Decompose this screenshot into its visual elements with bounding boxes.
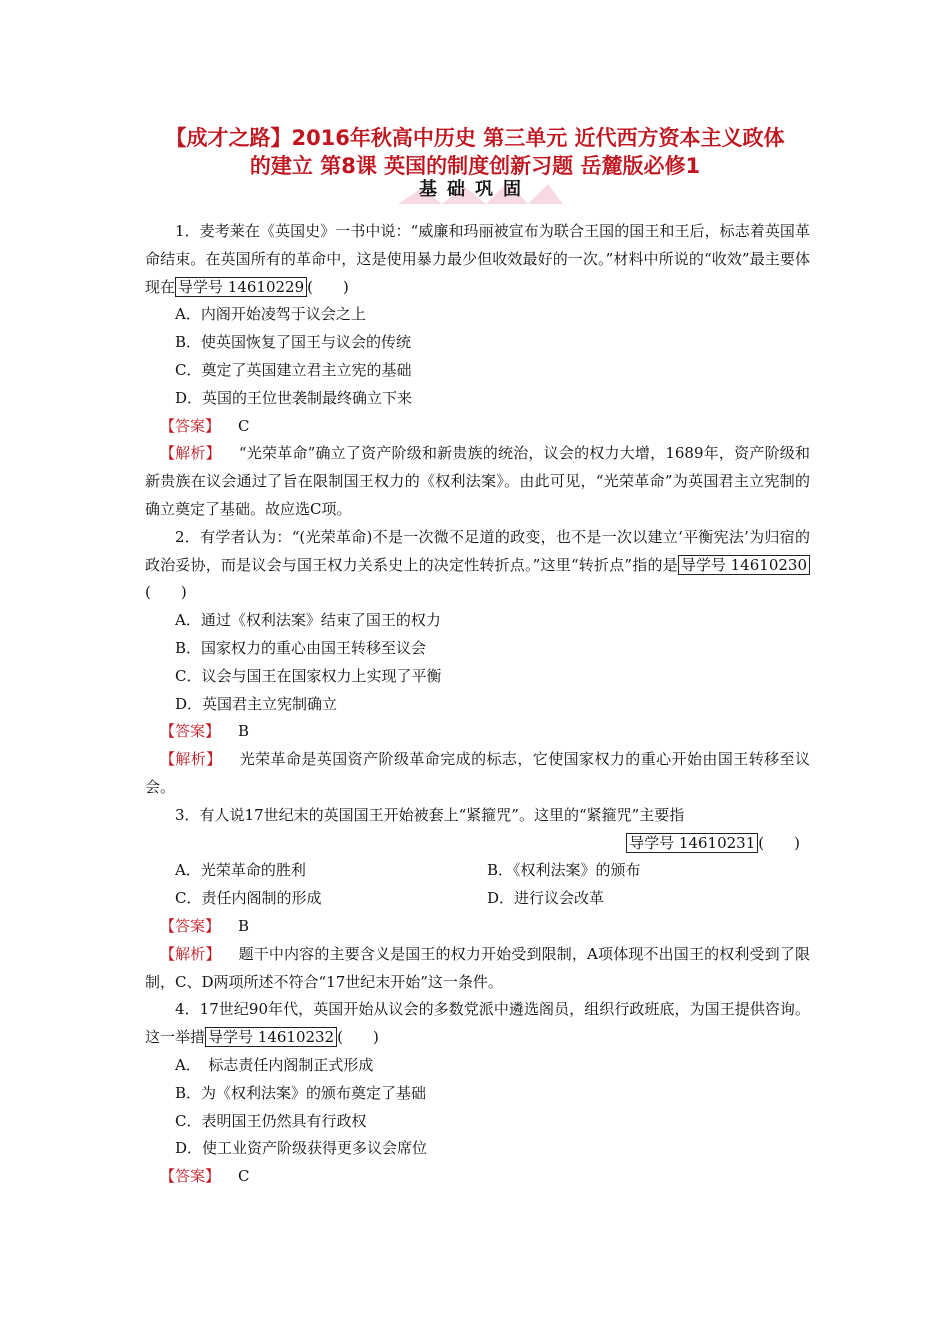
title-line-1: 【成才之路】2016年秋高中历史 第三单元 近代西方资本主义政体 bbox=[165, 126, 785, 150]
question-3-options-row-2 bbox=[145, 885, 810, 913]
analysis-label: 【解析】 bbox=[160, 750, 222, 769]
analysis-text: 光荣革命是英国资产阶级革命完成的标志，它使国家权力的重心开始由国王转移至议会。 bbox=[145, 750, 810, 796]
answer-label: 【答案】 bbox=[160, 722, 221, 741]
analysis-label: 【解析】 bbox=[160, 944, 221, 963]
question-4-option-d: D．使工业资产阶级获得更多议会席位 bbox=[175, 1139, 428, 1158]
question-3-guide-number: 导学号 14610231 bbox=[626, 833, 758, 853]
answer-value: C bbox=[238, 1167, 250, 1186]
answer-paren: ( ) bbox=[337, 1028, 379, 1047]
document-title bbox=[150, 124, 800, 180]
question-4-text: 4．17世纪90年代，英国开始从议会的多数党派中遴选阁员，组织行政班底，为国王提供咨询。这一举措 bbox=[145, 1000, 810, 1047]
question-4-guide-number: 导学号 14610232 bbox=[205, 1027, 337, 1047]
question-1-text: 1．麦考莱在《英国史》一书中说：“威廉和玛丽被宣布为联合王国的国王和王后，标志着英国革命结束。在英国所有的革命中，这是使用暴力最少但收效最好的一次。”材料中所说的“收效”最主要体现在 bbox=[145, 222, 810, 296]
question-1-option-b: B．使英国恢复了国王与议会的传统 bbox=[175, 333, 412, 352]
question-2-guide-number: 导学号 14610230 bbox=[678, 555, 810, 575]
analysis-label: 【解析】 bbox=[160, 444, 221, 463]
question-2-stem bbox=[145, 524, 810, 607]
answer-label: 【答案】 bbox=[160, 1167, 221, 1186]
answer-paren: ( ) bbox=[145, 583, 187, 602]
question-2-text: 2．有学者认为：“(光荣革命)不是一次微不足道的政变，也不是一次以建立‘平衡宪法’为归宿的政治妥协，而是议会与国王权力关系史上的决定性转折点。”这里“转折点”指的是 bbox=[145, 527, 810, 574]
question-1-option-d: D．英国的王位世袭制最终确立下来 bbox=[175, 388, 413, 407]
title-line-2: 的建立 第8课 英国的制度创新习题 岳麓版必修1 bbox=[249, 154, 701, 178]
question-4-option-b: B．为《权利法案》的颁布奠定了基础 bbox=[175, 1083, 427, 1102]
question-3-option-a: A．光荣革命的胜利 bbox=[175, 861, 306, 880]
question-2-answer bbox=[145, 718, 810, 746]
question-3-analysis bbox=[145, 941, 810, 997]
question-4-option-a: A． 标志责任内阁制正式形成 bbox=[175, 1055, 374, 1074]
question-1-answer bbox=[145, 413, 810, 441]
answer-paren: ( ) bbox=[758, 833, 800, 852]
answer-value: C bbox=[238, 416, 250, 435]
section-title: 基础巩固 bbox=[419, 179, 531, 200]
question-2-option-c: C．议会与国王在国家权力上实现了平衡 bbox=[175, 666, 442, 685]
question-1-option-a: A．内阁开始凌驾于议会之上 bbox=[175, 305, 366, 324]
question-1-option-c: C．奠定了英国建立君主立宪的基础 bbox=[175, 360, 412, 379]
analysis-text: 题干中内容的主要含义是国王的权力开始受到限制，A项体现不出国王的权利受到了限制，C、D两项所述不符合“17世纪末开始”这一条件。 bbox=[145, 944, 810, 991]
answer-label: 【答案】 bbox=[160, 916, 221, 935]
question-4-answer bbox=[145, 1163, 810, 1191]
question-4-option-c: C．表明国王仍然具有行政权 bbox=[175, 1111, 367, 1130]
question-1-guide-number: 导学号 14610229 bbox=[175, 277, 307, 297]
question-1-stem bbox=[145, 218, 810, 301]
analysis-text: “光荣革命”确立了资产阶级和新贵族的统治，议会的权力大增，1689年，资产阶级和新贵族在议会通过了旨在限制国王权力的《权利法案》。由此可见，“光荣革命”为英国君主立宪制的确立奠定了基础。故应选C项。 bbox=[145, 444, 810, 518]
question-2-analysis bbox=[145, 746, 810, 802]
question-4-stem bbox=[145, 996, 810, 1052]
section-header bbox=[0, 176, 950, 206]
question-3-options-row-1 bbox=[145, 857, 810, 885]
question-2-option-a: A．通过《权利法案》结束了国王的权力 bbox=[175, 611, 441, 630]
question-3-option-b: B．《权利法案》的颁布 bbox=[487, 861, 641, 880]
question-2-option-d: D．英国君主立宪制确立 bbox=[175, 694, 338, 713]
question-3-guide-line bbox=[145, 830, 810, 858]
answer-value: B bbox=[238, 916, 250, 935]
answer-value: B bbox=[238, 722, 250, 741]
question-list bbox=[145, 218, 810, 1191]
question-2-option-b: B．国家权力的重心由国王转移至议会 bbox=[175, 638, 427, 657]
question-3-stem: 3．有人说17世纪末的英国国王开始被套上“紧箍咒”。这里的“紧箍咒”主要指 bbox=[175, 805, 685, 824]
answer-paren: ( ) bbox=[307, 277, 349, 296]
question-1-analysis bbox=[145, 440, 810, 523]
question-3-option-d: D．进行议会改革 bbox=[487, 889, 605, 908]
question-3-option-c: C．责任内阁制的形成 bbox=[175, 889, 322, 908]
answer-label: 【答案】 bbox=[160, 416, 221, 435]
question-3-answer bbox=[145, 913, 810, 941]
